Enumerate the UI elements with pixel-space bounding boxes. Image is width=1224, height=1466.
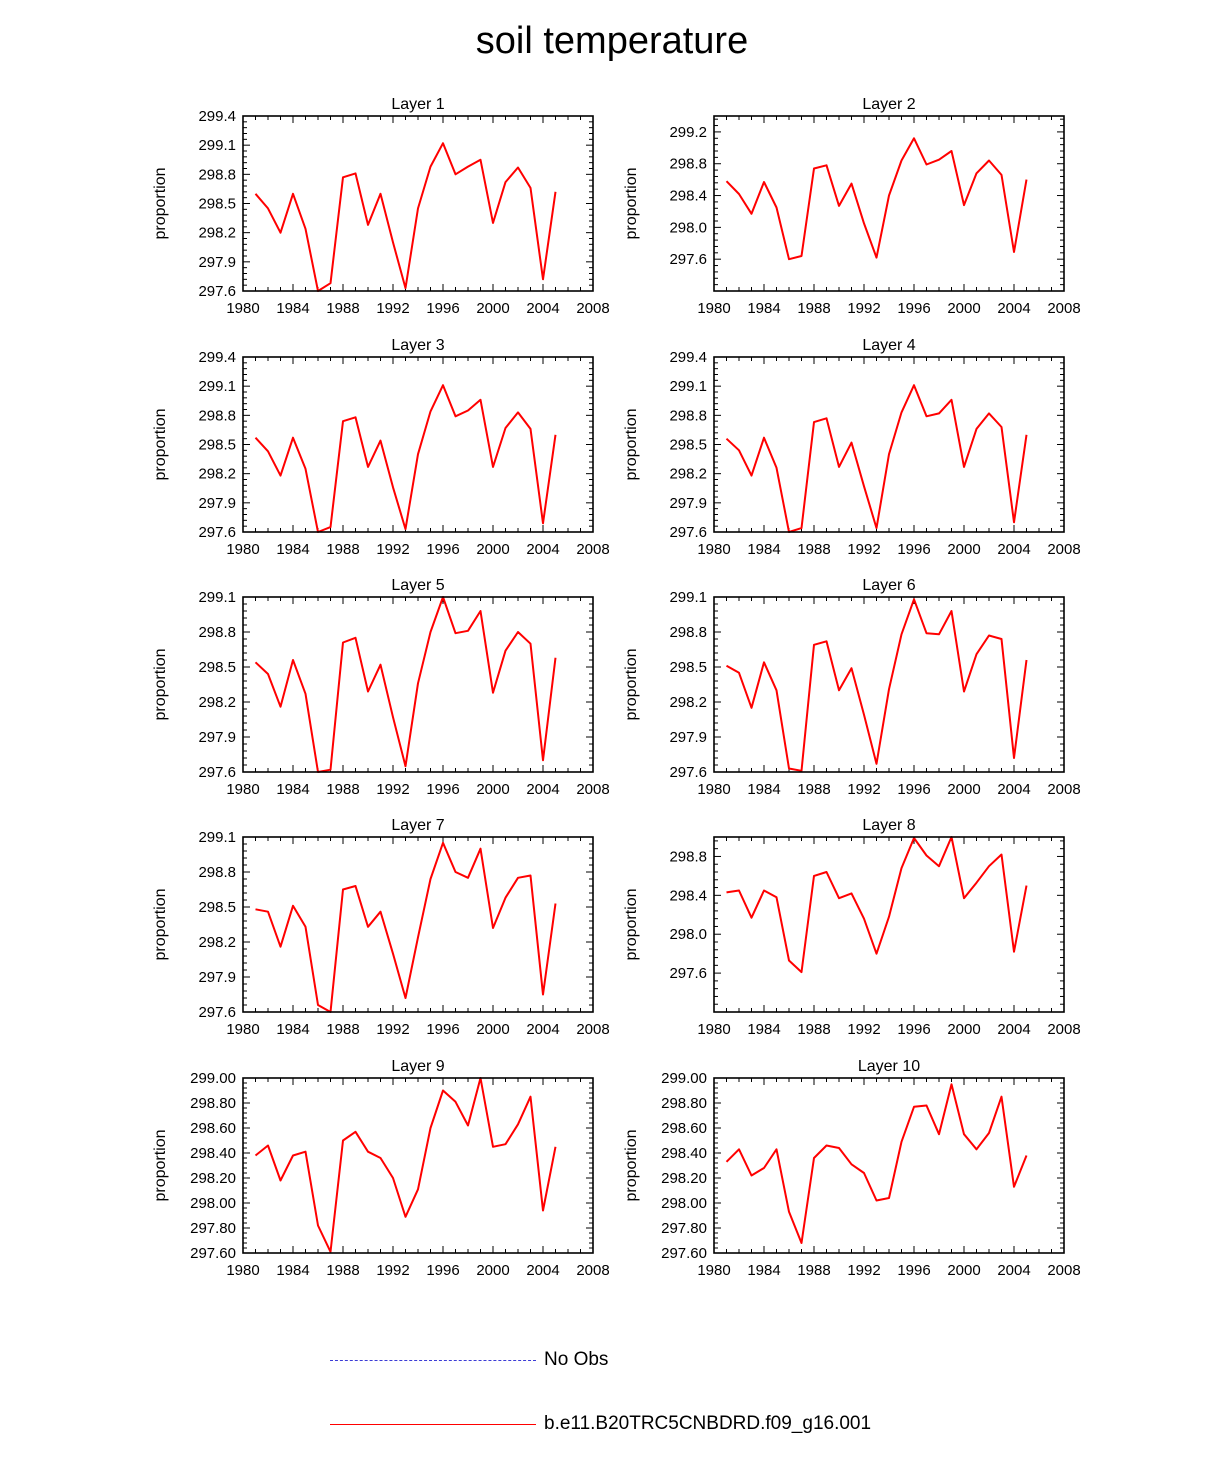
- y-tick-label: 297.9: [669, 494, 707, 512]
- x-tick-label: 1980: [226, 1021, 260, 1038]
- panel-9: [152, 1058, 610, 1279]
- y-axis-label: proportion: [152, 167, 169, 240]
- panel-title: Layer 9: [391, 1058, 445, 1075]
- series-line: [256, 597, 556, 772]
- x-tick-label: 1996: [426, 541, 460, 558]
- y-tick-label: 299.00: [661, 1070, 707, 1087]
- x-tick-label: 1996: [426, 781, 460, 798]
- x-tick-label: 2004: [526, 300, 560, 317]
- x-tick-label: 1980: [226, 1262, 260, 1279]
- x-tick-label: 2000: [947, 781, 981, 798]
- series-line: [727, 385, 1027, 532]
- y-tick-label: 298.40: [190, 1145, 236, 1162]
- y-axis-label: proportion: [623, 408, 640, 481]
- x-tick-label: 1984: [276, 781, 310, 798]
- y-tick-label: 298.0: [669, 926, 707, 944]
- y-tick-label: 297.6: [669, 764, 707, 781]
- y-tick-label: 298.2: [669, 465, 707, 483]
- y-tick-label: 298.8: [669, 155, 707, 173]
- series-line: [727, 599, 1027, 771]
- x-tick-label: 1980: [697, 541, 731, 558]
- y-tick-label: 297.6: [669, 524, 707, 541]
- x-tick-label: 1980: [697, 300, 731, 317]
- legend-label: b.e11.B20TRC5CNBDRD.f09_g16.001: [544, 1413, 872, 1434]
- y-tick-label: 299.4: [669, 349, 707, 366]
- y-tick-label: 298.80: [661, 1095, 707, 1112]
- y-tick-label: 298.2: [198, 224, 236, 242]
- y-tick-label: 298.20: [661, 1170, 707, 1187]
- series-line: [256, 1078, 556, 1252]
- y-tick-label: 298.4: [669, 887, 707, 905]
- x-tick-label: 2004: [526, 1021, 560, 1038]
- x-tick-label: 2004: [997, 781, 1031, 798]
- x-tick-label: 1992: [376, 1021, 410, 1038]
- series-line: [727, 138, 1027, 259]
- x-tick-label: 1988: [797, 300, 831, 317]
- x-tick-label: 2008: [576, 1262, 610, 1279]
- x-tick-label: 2000: [476, 1021, 510, 1038]
- panel-title: Layer 6: [862, 577, 916, 594]
- x-tick-label: 1984: [276, 1021, 310, 1038]
- x-tick-label: 1988: [326, 781, 360, 798]
- x-tick-label: 1996: [426, 1262, 460, 1279]
- panel-3: [152, 337, 610, 558]
- panel-title: Layer 7: [391, 817, 445, 834]
- y-tick-label: 298.2: [198, 694, 236, 711]
- legend-item-model: [330, 1409, 871, 1439]
- x-tick-label: 1996: [897, 1262, 931, 1279]
- x-tick-label: 2004: [526, 541, 560, 558]
- x-tick-label: 2004: [997, 1262, 1031, 1279]
- y-tick-label: 297.9: [198, 729, 236, 746]
- y-axis-label: proportion: [152, 408, 169, 481]
- panel-7: [152, 817, 610, 1038]
- y-tick-label: 298.20: [190, 1170, 236, 1187]
- y-axis-label: proportion: [152, 888, 169, 961]
- y-tick-label: 298.2: [198, 465, 236, 483]
- y-tick-label: 297.9: [669, 729, 707, 746]
- x-tick-label: 1980: [697, 1021, 731, 1038]
- series-line: [727, 1084, 1027, 1243]
- y-axis-label: proportion: [152, 648, 169, 721]
- y-tick-label: 299.1: [198, 378, 236, 396]
- plot-frame: [243, 1078, 593, 1253]
- y-tick-label: 298.8: [198, 624, 236, 641]
- x-tick-label: 2008: [1047, 1262, 1081, 1279]
- y-tick-label: 298.5: [669, 659, 707, 676]
- y-axis-label: proportion: [623, 167, 640, 240]
- x-tick-label: 1988: [797, 1262, 831, 1279]
- panel-1: [152, 96, 610, 317]
- y-axis-label: proportion: [152, 1129, 169, 1202]
- y-axis-label: proportion: [623, 888, 640, 961]
- y-tick-label: 297.9: [198, 494, 236, 512]
- x-tick-label: 1988: [797, 541, 831, 558]
- y-tick-label: 297.6: [198, 764, 236, 781]
- legend-label: No Obs: [544, 1349, 609, 1370]
- panel-10: [623, 1058, 1081, 1279]
- y-tick-label: 299.1: [198, 137, 236, 155]
- y-tick-label: 299.1: [669, 378, 707, 396]
- y-tick-label: 298.4: [669, 187, 707, 205]
- x-tick-label: 1988: [326, 300, 360, 317]
- y-tick-label: 299.1: [669, 589, 707, 606]
- panel-title: Layer 5: [391, 577, 445, 594]
- x-tick-label: 2004: [526, 781, 560, 798]
- x-tick-label: 1980: [697, 1262, 731, 1279]
- y-tick-label: 299.00: [190, 1070, 236, 1087]
- x-tick-label: 1996: [426, 300, 460, 317]
- y-tick-label: 298.5: [198, 899, 236, 916]
- y-tick-label: 298.5: [198, 195, 236, 213]
- x-tick-label: 1992: [376, 781, 410, 798]
- y-tick-label: 298.2: [198, 934, 236, 951]
- y-tick-label: 299.1: [198, 589, 236, 606]
- x-tick-label: 1992: [376, 1262, 410, 1279]
- x-tick-label: 1992: [847, 1262, 881, 1279]
- y-tick-label: 298.5: [669, 436, 707, 454]
- x-tick-label: 2008: [1047, 1021, 1081, 1038]
- plot-frame: [714, 597, 1064, 772]
- x-tick-label: 1980: [226, 781, 260, 798]
- x-tick-label: 1984: [276, 541, 310, 558]
- panel-title: Layer 4: [862, 337, 916, 354]
- panel-title: Layer 10: [857, 1058, 921, 1075]
- x-tick-label: 1984: [747, 1021, 781, 1038]
- x-tick-label: 2008: [576, 300, 610, 317]
- panel-4: [623, 337, 1081, 558]
- y-tick-label: 297.6: [198, 1004, 236, 1021]
- x-tick-label: 1984: [276, 1262, 310, 1279]
- x-tick-label: 2008: [1047, 300, 1081, 317]
- y-tick-label: 298.0: [669, 219, 707, 237]
- x-tick-label: 1984: [276, 300, 310, 317]
- panel-8: [623, 817, 1081, 1038]
- x-tick-label: 1996: [897, 781, 931, 798]
- x-tick-label: 1980: [226, 300, 260, 317]
- x-tick-label: 1996: [426, 1021, 460, 1038]
- y-tick-label: 297.6: [669, 965, 707, 983]
- x-tick-label: 2000: [947, 300, 981, 317]
- panel-6: [623, 577, 1081, 798]
- x-tick-label: 1996: [897, 300, 931, 317]
- y-tick-label: 297.80: [190, 1220, 236, 1237]
- x-tick-label: 1988: [326, 1021, 360, 1038]
- x-tick-label: 2000: [947, 1262, 981, 1279]
- x-tick-label: 1992: [847, 781, 881, 798]
- x-tick-label: 1984: [747, 781, 781, 798]
- y-tick-label: 299.1: [198, 829, 236, 846]
- series-line: [727, 837, 1027, 972]
- x-tick-label: 2008: [576, 1021, 610, 1038]
- x-tick-label: 2004: [997, 541, 1031, 558]
- y-tick-label: 298.00: [661, 1195, 707, 1212]
- x-tick-label: 1988: [797, 781, 831, 798]
- panel-5: [152, 577, 610, 798]
- panel-2: [623, 96, 1081, 317]
- x-tick-label: 2008: [576, 541, 610, 558]
- y-tick-label: 298.2: [669, 694, 707, 711]
- x-tick-label: 1996: [897, 541, 931, 558]
- x-tick-label: 1992: [847, 541, 881, 558]
- x-tick-label: 1980: [226, 541, 260, 558]
- x-tick-label: 2000: [476, 1262, 510, 1279]
- series-line: [256, 843, 556, 1012]
- y-tick-label: 297.6: [198, 524, 236, 541]
- panel-title: Layer 8: [862, 817, 916, 834]
- y-axis-label: proportion: [623, 648, 640, 721]
- x-tick-label: 1992: [847, 1021, 881, 1038]
- x-tick-label: 1992: [847, 300, 881, 317]
- chart-title: soil temperature: [475, 20, 749, 62]
- x-tick-label: 1992: [376, 541, 410, 558]
- x-tick-label: 1988: [326, 541, 360, 558]
- y-tick-label: 298.8: [198, 864, 236, 881]
- y-tick-label: 298.80: [190, 1095, 236, 1112]
- x-tick-label: 2000: [947, 541, 981, 558]
- series-line: [256, 385, 556, 532]
- x-tick-label: 1996: [897, 1021, 931, 1038]
- panel-title: Layer 3: [391, 337, 445, 354]
- y-tick-label: 298.8: [669, 624, 707, 641]
- x-tick-label: 1980: [697, 781, 731, 798]
- legend-swatch-dashed: [330, 1360, 536, 1361]
- x-tick-label: 1984: [747, 541, 781, 558]
- x-tick-label: 2000: [476, 781, 510, 798]
- x-tick-label: 2000: [947, 1021, 981, 1038]
- x-tick-label: 1988: [326, 1262, 360, 1279]
- y-tick-label: 298.60: [661, 1120, 707, 1137]
- y-tick-label: 299.4: [198, 108, 236, 125]
- y-tick-label: 298.8: [198, 407, 236, 425]
- y-tick-label: 298.40: [661, 1145, 707, 1162]
- y-tick-label: 298.00: [190, 1195, 236, 1212]
- legend-swatch-solid: [330, 1424, 536, 1425]
- x-tick-label: 1984: [747, 1262, 781, 1279]
- y-tick-label: 297.6: [669, 251, 707, 269]
- x-tick-label: 2004: [526, 1262, 560, 1279]
- y-tick-label: 297.60: [661, 1245, 707, 1262]
- x-tick-label: 1984: [747, 300, 781, 317]
- y-tick-label: 298.5: [198, 659, 236, 676]
- y-tick-label: 298.8: [198, 166, 236, 184]
- x-tick-label: 2004: [997, 1021, 1031, 1038]
- y-tick-label: 299.4: [198, 349, 236, 366]
- y-tick-label: 298.8: [669, 407, 707, 425]
- x-tick-label: 2004: [997, 300, 1031, 317]
- plot-frame: [243, 837, 593, 1012]
- y-tick-label: 297.80: [661, 1220, 707, 1237]
- x-tick-label: 1988: [797, 1021, 831, 1038]
- panel-title: Layer 1: [391, 96, 445, 113]
- y-tick-label: 297.60: [190, 1245, 236, 1262]
- y-tick-label: 298.60: [190, 1120, 236, 1137]
- x-tick-label: 2000: [476, 541, 510, 558]
- x-tick-label: 1992: [376, 300, 410, 317]
- plot-frame: [714, 116, 1064, 291]
- x-tick-label: 2000: [476, 300, 510, 317]
- y-tick-label: 297.9: [198, 253, 236, 271]
- panel-title: Layer 2: [862, 96, 916, 113]
- x-tick-label: 2008: [1047, 541, 1081, 558]
- y-tick-label: 299.2: [669, 123, 707, 141]
- y-axis-label: proportion: [623, 1129, 640, 1202]
- x-tick-label: 2008: [1047, 781, 1081, 798]
- y-tick-label: 297.9: [198, 969, 236, 986]
- y-tick-label: 298.8: [669, 848, 707, 866]
- legend-item-no-obs: [330, 1345, 608, 1375]
- y-tick-label: 297.6: [198, 283, 236, 300]
- x-tick-label: 2008: [576, 781, 610, 798]
- series-line: [256, 143, 556, 291]
- y-tick-label: 298.5: [198, 436, 236, 454]
